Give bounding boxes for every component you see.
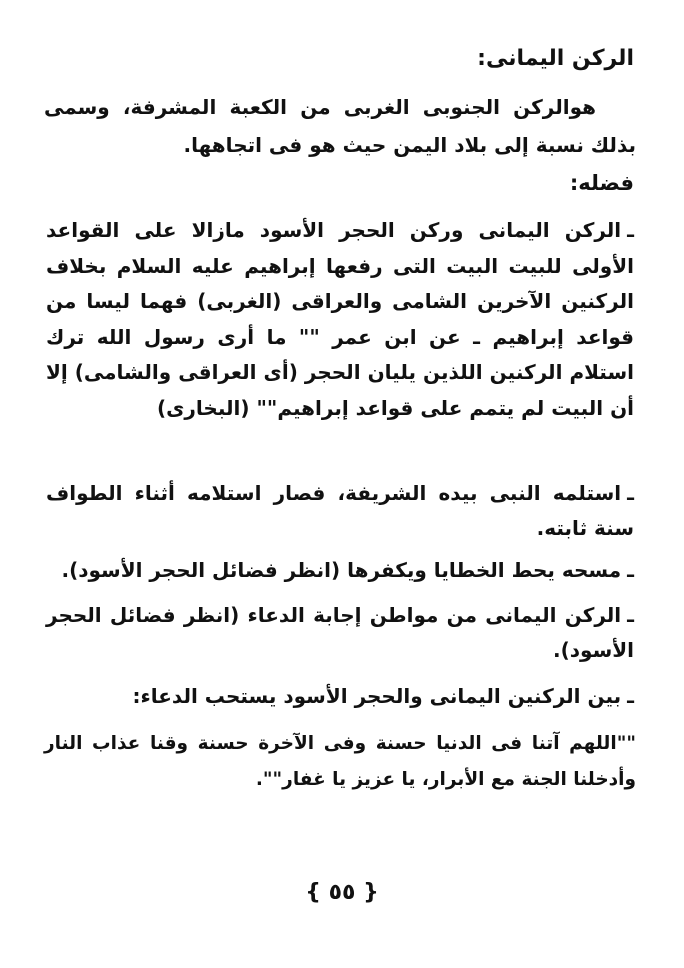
virtue-item-text: الركن اليمانى من مواطن إجابة الدعاء (انظر فضائل الحجر الأسود). (46, 603, 634, 662)
bullet-dash: ـ (627, 481, 634, 505)
section-heading: الركن اليمانى: (477, 46, 634, 71)
virtue-item-3 (46, 552, 634, 588)
page-number: { ٥٥ } (305, 880, 379, 905)
virtue-item-text: الركن اليمانى وركن الحجر الأسود مازالا على القواعد الأولى للبيت البيت التى رفعها إبراهيم عليه السلام بخلاف الركنين الآخرين الشامى والعراقى (الغربى) فهما ليسا من قواعد إبراهيم ـ عن ابن عمر "" ما أرى رسول الله ترك استلام الركنين اللذين يليان الحجر (أى العراقى والشامى) إلا أن البيت لم يتمم على قواعد إبراهيم"" (البخارى) (46, 218, 634, 420)
virtue-item-text: مسحه يحط الخطايا ويكفرها (انظر فضائل الحجر الأسود). (61, 558, 622, 582)
bullet-dash: ـ (627, 558, 634, 582)
virtue-item-1 (46, 213, 634, 426)
bullet-dash: ـ (627, 218, 634, 242)
virtue-heading: فضله: (569, 171, 634, 195)
virtue-item-text: بين الركنين اليمانى والحجر الأسود يستحب الدعاء: (132, 684, 622, 708)
virtue-item-5 (46, 678, 634, 714)
virtue-item-text: استلمه النبى بيده الشريفة، فصار استلامه أثناء الطواف سنة ثابته. (46, 481, 634, 540)
virtue-item-4 (46, 598, 634, 668)
bullet-dash: ـ (627, 603, 634, 627)
supplication-quote: ""اللهم آتنا فى الدنيا حسنة وفى الآخرة حسنة وقنا عذاب النار وأدخلنا الجنة مع الأبرار، يا عزيز يا غفار"". (44, 733, 636, 790)
virtue-item-2 (46, 476, 634, 546)
intro-paragraph: هوالركن الجنوبى الغربى من الكعبة المشرفة، وسمى بذلك نسبة إلى بلاد اليمن حيث هو فى اتجاهها. (44, 95, 636, 157)
bullet-dash: ـ (627, 684, 634, 708)
